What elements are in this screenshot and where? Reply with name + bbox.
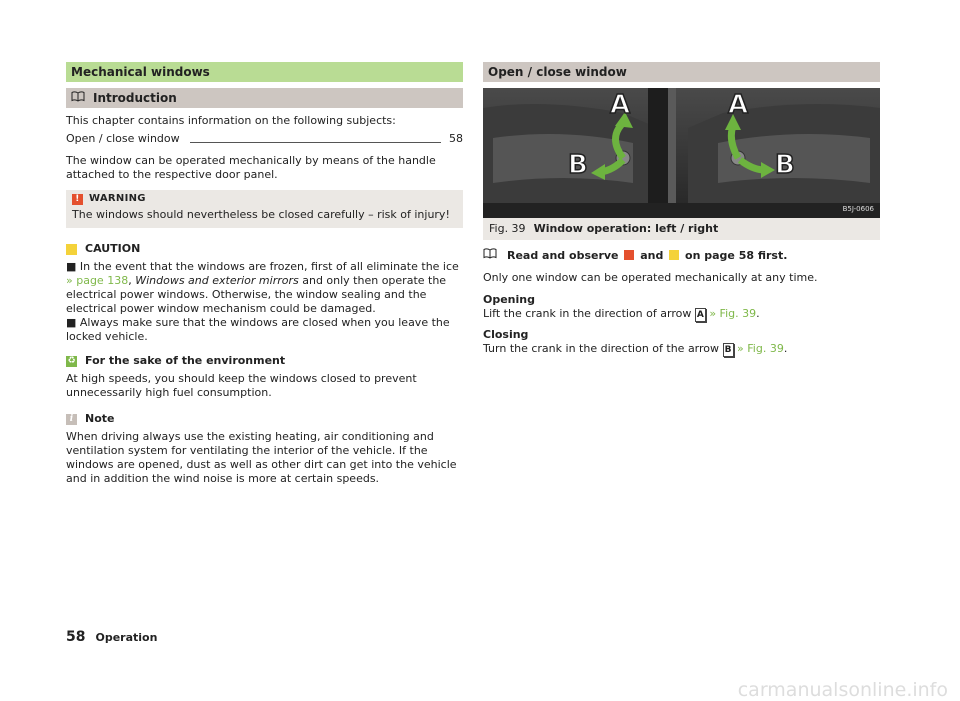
closing-text: Turn the crank in the direction of the arrow B » Fig. 39. [483, 342, 788, 355]
caution-label: CAUTION [85, 242, 141, 255]
caption-text: Window operation: left / right [533, 222, 719, 235]
note-text: When driving always use the existing heating, air conditioning and ventilation system for ventilating the interior of the vehicle. If the windows are opened, dust as well as other dirt can get into the vehicle and in addition the wind noise is more at certain speeds. [66, 430, 457, 485]
warning-box [66, 190, 463, 228]
left-column [66, 62, 463, 486]
read-observe-pre: Read and observe [507, 248, 619, 262]
warning-header [72, 192, 457, 206]
page-number: 58 [66, 629, 86, 645]
label-b-left: B [568, 150, 588, 180]
caution-bullet-1: ■ In the event that the windows are frozen, first of all eliminate the ice » page 138, Windows and exterior mirrors and only then operate the electrical power windows. Otherwise, the window sealing and the electrical power window mechanism could be damaged. [66, 260, 459, 315]
warning-ref-icon [624, 250, 634, 260]
intro-title: Introduction [93, 91, 177, 105]
footer-label: Operation [95, 631, 158, 644]
right-column [483, 62, 880, 357]
closing-title: Closing [483, 328, 529, 341]
label-a-right: A [728, 90, 749, 120]
body-text: The window can be operated mechanically by means of the handle attached to the respective door panel. [66, 154, 436, 181]
door-panels-illustration [483, 88, 880, 218]
fig-link-closing[interactable]: » Fig. 39 [737, 342, 784, 355]
opening-title: Opening [483, 293, 535, 306]
environment-header [66, 354, 463, 368]
toc-entry[interactable] [66, 132, 463, 146]
note-label: Note [85, 412, 115, 425]
read-observe-line [483, 248, 880, 263]
page-footer [66, 630, 157, 645]
intro-heading [66, 88, 463, 108]
read-observe-post: on page 58 first. [685, 248, 788, 262]
caution-ref-icon [669, 250, 679, 260]
right-intro-text: Only one window can be operated mechanically at any time. [483, 271, 818, 284]
info-icon: i [66, 414, 77, 425]
read-observe-mid: and [640, 248, 664, 262]
key-b: B [723, 343, 734, 357]
warning-text: The windows should nevertheless be closed carefully – risk of injury! [72, 208, 450, 221]
label-b-right: B [775, 150, 795, 180]
toc-label: Open / close window [66, 132, 180, 145]
warning-label: WARNING [89, 193, 146, 204]
section-title-open-close-window: Open / close window [483, 62, 880, 82]
caption-number: Fig. 39 [489, 222, 526, 235]
watermark: carmanualsonline.info [737, 679, 948, 701]
caution-exclamation-icon: ! [66, 244, 77, 255]
opening-text: Lift the crank in the direction of arrow A » Fig. 39. [483, 307, 760, 320]
toc-leader-line [190, 142, 441, 143]
section-title-mechanical-windows: Mechanical windows [66, 62, 463, 82]
figure-window-crank [483, 88, 880, 218]
fig-link-opening[interactable]: » Fig. 39 [709, 307, 757, 320]
key-a: A [695, 308, 706, 322]
note-header [66, 412, 463, 426]
warning-exclamation-icon: ! [72, 194, 83, 205]
figure-caption [483, 218, 880, 240]
caution-bullet-2: ■ Always make sure that the windows are closed when you leave the locked vehicle. [66, 316, 450, 343]
label-a-left: A [610, 90, 631, 120]
page-link-138[interactable]: » page 138 [66, 274, 129, 287]
book-icon [71, 88, 85, 108]
toc-page: 58 [449, 132, 463, 145]
caution-header [66, 242, 463, 256]
recycle-icon: ♻ [67, 355, 76, 366]
book-icon [483, 248, 497, 263]
intro-text: This chapter contains information on the following subjects: [66, 114, 396, 127]
figure-code: B5J-0606 [842, 205, 874, 213]
environment-label: For the sake of the environment [85, 354, 286, 367]
environment-text: At high speeds, you should keep the windows closed to prevent unnecessarily high fuel consumption. [66, 372, 417, 399]
